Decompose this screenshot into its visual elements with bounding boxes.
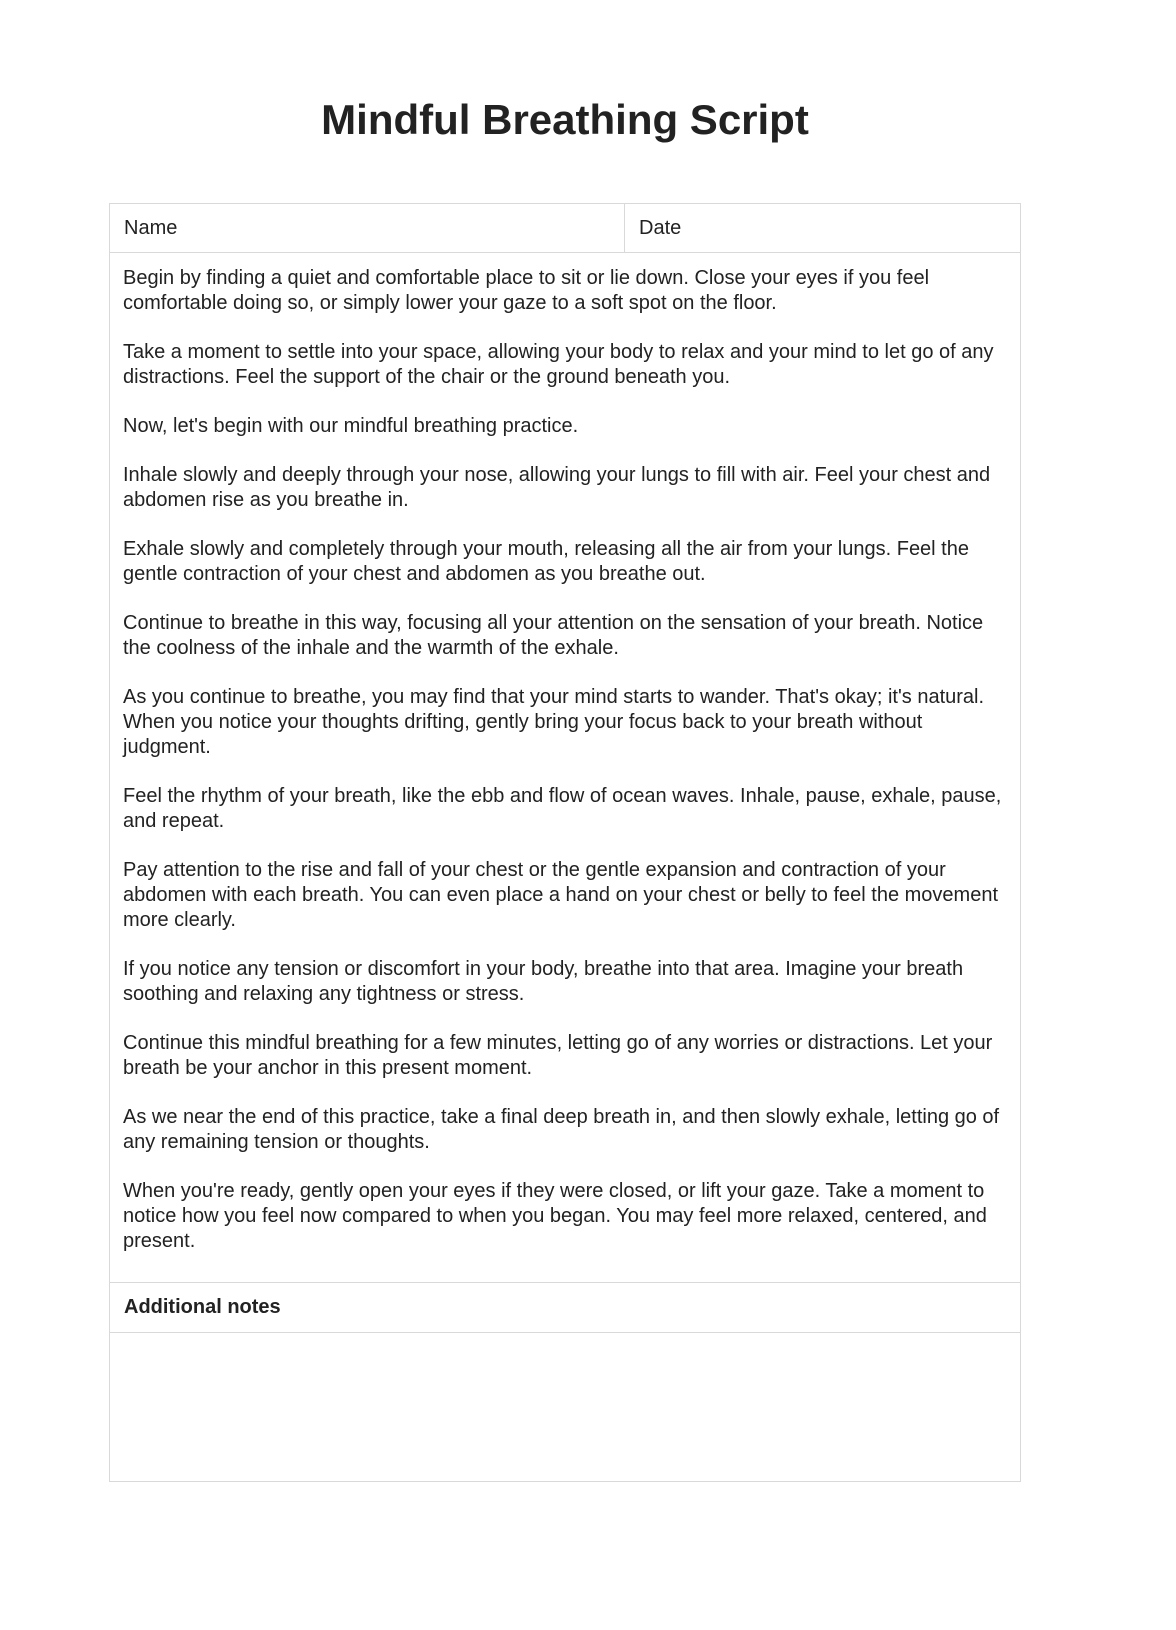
header-fields [110,204,1020,253]
script-paragraph: As we near the end of this practice, take a final deep breath in, and then slowly exhale, letting go of any remaining tension or thoughts. [123,1106,1000,1153]
script-paragraph: Feel the rhythm of your breath, like the ebb and flow of ocean waves. Inhale, pause, exhale, pause, and repeat. [123,785,1002,832]
script-paragraph: Inhale slowly and deeply through your nose, allowing your lungs to fill with air. Feel your chest and abdomen rise as you breathe in. [123,464,991,511]
script-paragraph: Exhale slowly and completely through your mouth, releasing all the air from your lungs. Feel the gentle contraction of your chest and abdomen as you breathe out. [123,538,969,585]
script-paragraph: Pay attention to the rise and fall of your chest or the gentle expansion and contraction of your abdomen with each breath. You can even place a hand on your chest or belly to feel the movement more clearly. [123,859,999,931]
additional-notes-input[interactable] [110,1333,1020,1481]
script-paragraph: Take a moment to settle into your space, allowing your body to relax and your mind to let go of any distractions. Feel the support of the chair or the ground beneath you. [123,341,994,388]
script-paragraph: As you continue to breathe, you may find that your mind starts to wander. That's okay; it's natural. When you notice your thoughts drifting, gently bring your focus back to your breath without judgment. [123,686,985,758]
script-paragraph: If you notice any tension or discomfort in your body, breathe into that area. Imagine your breath soothing and relaxing any tightness or stress. [123,958,964,1005]
script-paragraph: Now, let's begin with our mindful breathing practice. [123,415,579,437]
script-paragraph: Continue to breathe in this way, focusing all your attention on the sensation of your breath. Notice the coolness of the inhale and the warmth of the exhale. [123,612,984,659]
additional-notes-label: Additional notes [110,1283,1020,1333]
name-field[interactable]: Name [110,204,625,252]
script-body [110,253,1020,1283]
script-paragraph: Continue this mindful breathing for a few minutes, letting go of any worries or distractions. Let your breath be your anchor in this present moment. [123,1032,993,1079]
date-field[interactable]: Date [639,216,682,239]
worksheet [109,203,1021,1482]
script-paragraph: When you're ready, gently open your eyes if they were closed, or lift your gaze. Take a moment to notice how you feel now compared to when you began. You may feel more relaxed, centered, and present. [123,1180,987,1252]
page-title: Mindful Breathing Script [321,96,809,143]
script-paragraph: Begin by finding a quiet and comfortable place to sit or lie down. Close your eyes if you feel comfortable doing so, or simply lower your gaze to a soft spot on the floor. [123,267,930,314]
